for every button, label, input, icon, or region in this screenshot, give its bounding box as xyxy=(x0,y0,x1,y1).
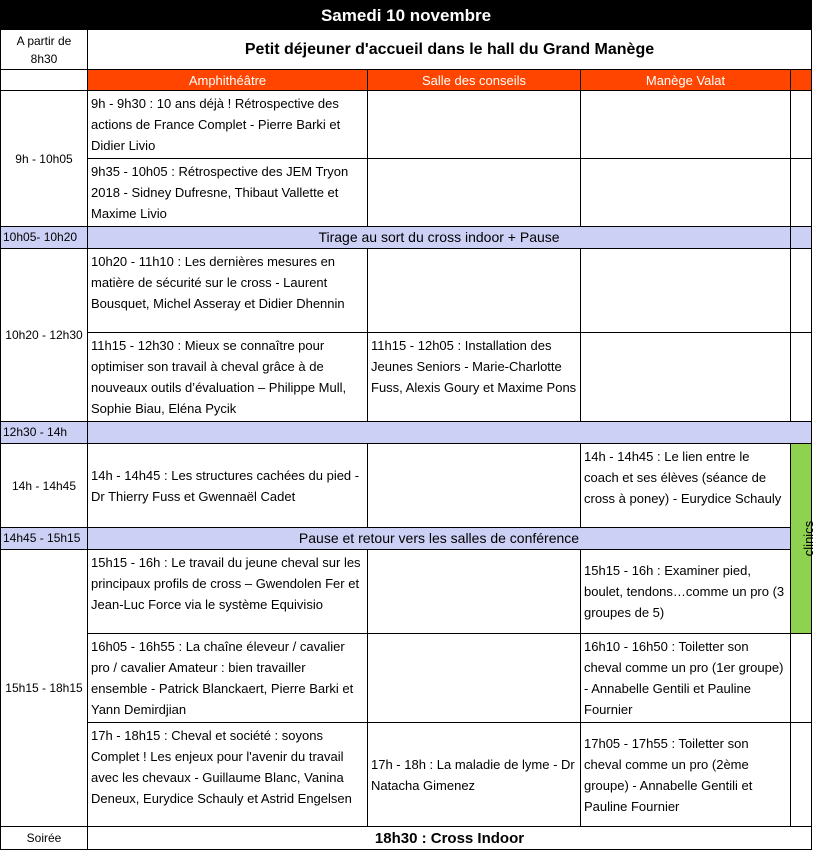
session-retrospective-france-complet: 9h - 9h30 : 10 ans déjà ! Rétrospective des actions de France Complet - Pierre Barki et Didier Livio xyxy=(88,91,368,159)
session-toiletter-groupe1: 16h10 - 16h50 : Toiletter son cheval comme un pro (1er groupe) - Annabelle Gentili et Pauline Fournier xyxy=(581,634,791,723)
block4-time: 15h15 - 18h15 xyxy=(1,550,88,827)
block2-time: 10h20 - 12h30 xyxy=(1,249,88,422)
session-examiner-pied: 15h15 - 16h : Examiner pied, boulet, tendons…comme un pro (3 groupes de 5) xyxy=(581,550,791,634)
accueil-text: Petit déjeuner d'accueil dans le hall du Grand Manège xyxy=(88,30,812,70)
clinics-label: clinics xyxy=(791,444,812,634)
session-chaine-eleveur: 16h05 - 16h55 : La chaîne éleveur / cavalier pro / cavalier Amateur : bien travailler ensemble - Patrick Blanckaert, Pierre Barki et Yann Demirdjian xyxy=(88,634,368,723)
room-header-salle-conseils: Salle des conseils xyxy=(368,70,581,91)
pause1-time: 10h05- 10h20 xyxy=(1,227,88,249)
session-lien-coach: 14h - 14h45 : Le lien entre le coach et ses élèves (séance de cross à poney) - Eurydice Schauly xyxy=(581,444,791,528)
session-mieux-se-connaitre: 11h15 - 12h30 : Mieux se connaître pour optimiser son travail à cheval grâce à de nouveaux outils d’évaluation – Philippe Mull, Sophie Biau, Eléna Pycik xyxy=(88,333,368,422)
block1-time: 9h - 10h05 xyxy=(1,91,88,227)
lunch-time: 12h30 - 14h xyxy=(1,422,88,444)
session-toiletter-groupe2: 17h05 - 17h55 : Toiletter son cheval comme un pro (2ème groupe) - Annabelle Gentili et Pauline Fournier xyxy=(581,723,791,827)
pause2-text: Pause et retour vers les salles de conférence xyxy=(88,528,791,550)
session-maladie-lyme: 17h - 18h : La maladie de lyme - Dr Natacha Gimenez xyxy=(368,723,581,827)
room-header-manege-valat: Manège Valat xyxy=(581,70,791,91)
pause2-time: 14h45 - 15h15 xyxy=(1,528,88,550)
session-cheval-societe: 17h - 18h15 : Cheval et société : soyons Complet ! Les enjeux pour l'avenir du travail avec les chevaux - Guillaume Blanc, Vanina Deneux, Eurydice Schauly et Astrid Engelsen xyxy=(88,723,368,827)
room-header-amphitheatre: Amphithéâtre xyxy=(88,70,368,91)
session-securite-cross: 10h20 - 11h10 : Les dernières mesures en matière de sécurité sur le cross - Laurent Bousquet, Michel Asseray et Didier Dhennin xyxy=(88,249,368,333)
soiree-label: Soirée xyxy=(1,827,88,850)
block3-time: 14h - 14h45 xyxy=(1,444,88,528)
pause1-text: Tirage au sort du cross indoor + Pause xyxy=(88,227,791,249)
soiree-text: 18h30 : Cross Indoor xyxy=(88,827,812,850)
session-structures-pied: 14h - 14h45 : Les structures cachées du pied - Dr Thierry Fuss et Gwennaël Cadet xyxy=(88,444,368,528)
session-jeune-cheval: 15h15 - 16h : Le travail du jeune cheval sur les principaux profils de cross – Gwendolen Fer et Jean-Luc Force via le système Equivisio xyxy=(88,550,368,634)
page-title: Samedi 10 novembre xyxy=(1,1,812,30)
accueil-time: A partir de 8h30 xyxy=(1,30,88,70)
session-jeunes-seniors: 11h15 - 12h05 : Installation des Jeunes Seniors - Marie-Charlotte Fuss, Alexis Goury et Maxime Pons xyxy=(368,333,581,422)
session-retrospective-jem: 9h35 - 10h05 : Rétrospective des JEM Tryon 2018 - Sidney Dufresne, Thibaut Vallette et Maxime Livio xyxy=(88,159,368,227)
